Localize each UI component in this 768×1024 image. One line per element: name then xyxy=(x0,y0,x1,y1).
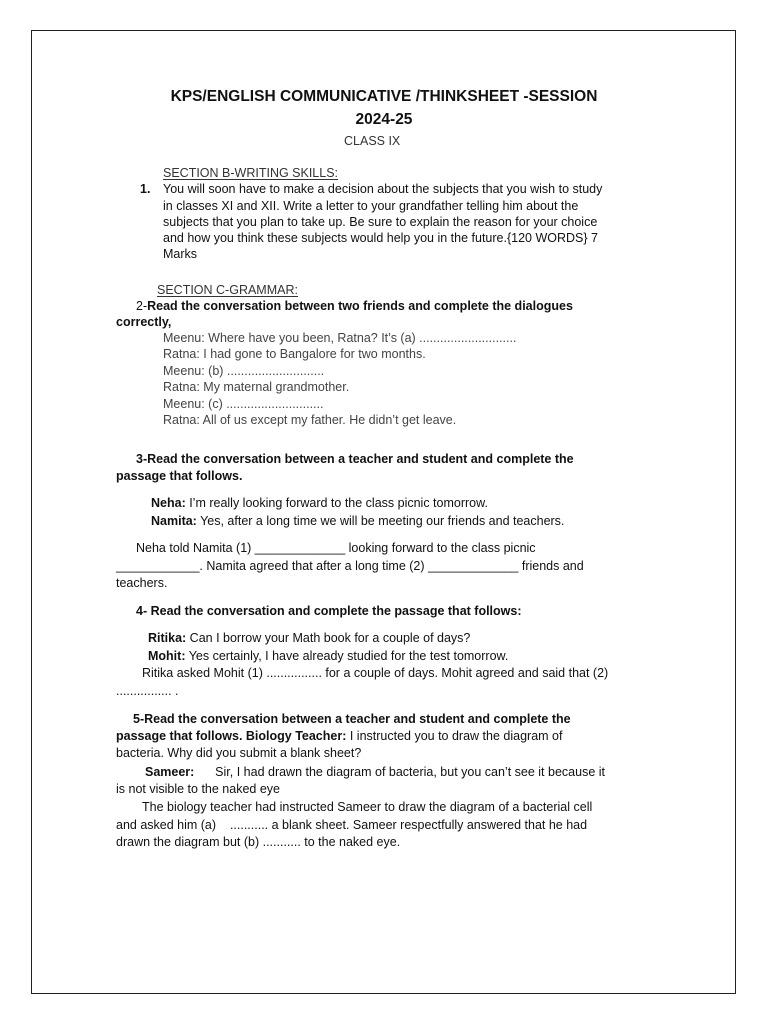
q4-mohit-line: Mohit: Yes certainly, I have already studied for the test tomorrow. xyxy=(148,649,509,663)
q3-neha-line: Neha: I’m really looking forward to the class picnic tomorrow. xyxy=(151,496,488,510)
section-c-heading: SECTION C-GRAMMAR: xyxy=(157,283,298,297)
title-line-1: KPS/ENGLISH COMMUNICATIVE /THINKSHEET -SESSION xyxy=(170,88,598,105)
dialogue-line: Meenu: (c) ............................ xyxy=(163,397,324,411)
q5-sameer-line: Sameer: Sir, I had drawn the diagram of bacteria, but you can’t see it because it xyxy=(145,765,605,779)
q3-heading-cont: passage that follows. xyxy=(116,469,243,483)
q3-passage-line: Neha told Namita (1) _____________ looking forward to the class picnic xyxy=(136,541,536,555)
class-label: CLASS IX xyxy=(344,134,401,148)
dialogue-line: Ratna: My maternal grandmother. xyxy=(163,380,350,394)
q5-heading: 5-Read the conversation between a teacher and student and complete the xyxy=(133,712,571,726)
q5-passage-line: drawn the diagram but (b) ........... to the naked eye. xyxy=(116,835,401,849)
q5-teacher-line-cont: bacteria. Why did you submit a blank sheet? xyxy=(116,746,362,760)
q4-passage-line: Ritika asked Mohit (1) ................ for a couple of days. Mohit agreed and said that (2) xyxy=(142,666,609,680)
q5-teacher-line: passage that follows. Biology Teacher: I instructed you to draw the diagram of xyxy=(116,729,563,743)
q1-line: and how you think these subjects would help you in the future.{120 WORDS} 7 xyxy=(163,231,598,245)
q3-passage-line: ____________. Namita agreed that after a long time (2) _____________ friends and xyxy=(116,559,584,573)
q5-passage-line: The biology teacher had instructed Sameer to draw the diagram of a bacterial cell xyxy=(142,800,593,814)
q1-number: 1. xyxy=(140,182,151,196)
dialogue-line: Ratna: I had gone to Bangalore for two months. xyxy=(163,347,426,361)
q2-heading: 2-Read the conversation between two friends and complete the dialogues xyxy=(136,299,573,313)
q1-line: You will soon have to make a decision about the subjects that you wish to study xyxy=(163,182,603,196)
q4-passage-line: ................ . xyxy=(116,684,179,698)
q5-passage-line: and asked him (a) ........... a blank sheet. Sameer respectfully answered that he had xyxy=(116,818,588,832)
title-line-2: 2024-25 xyxy=(355,111,413,128)
section-b-heading: SECTION B-WRITING SKILLS: xyxy=(163,166,339,180)
q2-heading-cont: correctly, xyxy=(116,315,172,329)
q1-line: subjects that you plan to take up. Be sure to explain the reason for your choice xyxy=(163,215,598,229)
dialogue-line: Meenu: (b) ............................ xyxy=(163,364,325,378)
q4-ritika-line: Ritika: Can I borrow your Math book for a couple of days? xyxy=(148,631,471,645)
q3-heading: 3-Read the conversation between a teacher and student and complete the xyxy=(136,452,574,466)
q5-sameer-line-cont: is not visible to the naked eye xyxy=(116,782,280,796)
q3-namita-line: Namita: Yes, after a long time we will be meeting our friends and teachers. xyxy=(151,514,565,528)
q1-line: in classes XI and XII. Write a letter to your grandfather telling him about the xyxy=(163,199,579,213)
q3-passage-line: teachers. xyxy=(116,576,168,590)
dialogue-line: Ratna: All of us except my father. He didn’t get leave. xyxy=(163,413,457,427)
dialogue-line: Meenu: Where have you been, Ratna? It’s (a) ............................ xyxy=(163,331,517,345)
q4-heading: 4- Read the conversation and complete the passage that follows: xyxy=(136,604,522,618)
q1-line: Marks xyxy=(163,247,198,261)
